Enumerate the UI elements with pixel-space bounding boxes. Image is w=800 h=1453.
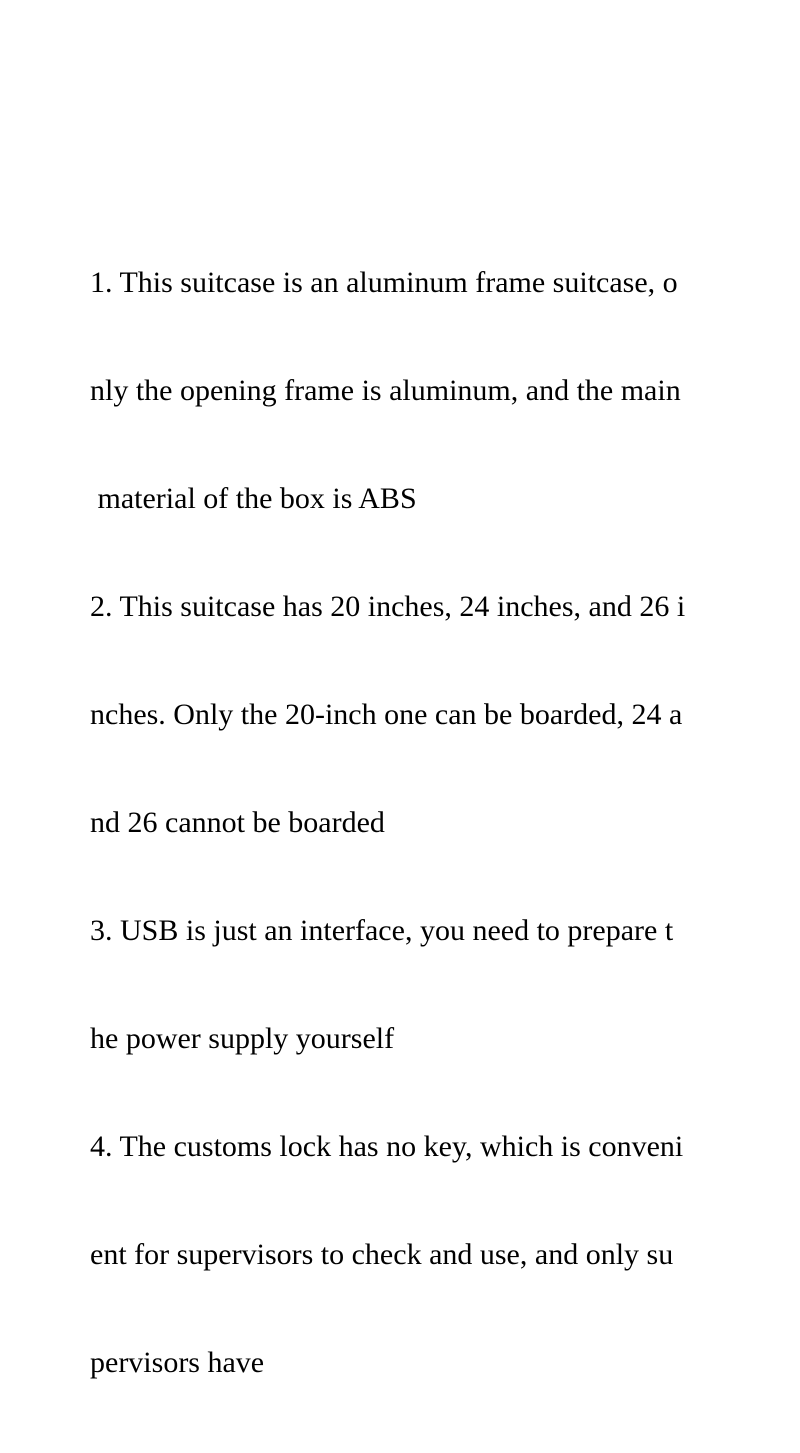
description-line: material of the box is ABS: [90, 482, 417, 515]
description-line: 3. USB is just an interface, you need to prepare t: [90, 914, 674, 947]
description-line: pervisors have: [90, 1346, 265, 1379]
product-description-text: [90, 193, 750, 1453]
description-line: 1. This suitcase is an aluminum frame suitcase, o: [90, 266, 678, 299]
description-line: 4. The customs lock has no key, which is conveni: [90, 1130, 684, 1163]
description-line: nches. Only the 20-inch one can be boarded, 24 a: [90, 698, 683, 731]
description-line: nly the opening frame is aluminum, and the main: [90, 374, 681, 407]
description-line: nd 26 cannot be boarded: [90, 806, 385, 839]
description-line: he power supply yourself: [90, 1022, 395, 1055]
description-line: 2. This suitcase has 20 inches, 24 inches, and 26 i: [90, 590, 686, 623]
description-line: ent for supervisors to check and use, and only su: [90, 1238, 674, 1271]
